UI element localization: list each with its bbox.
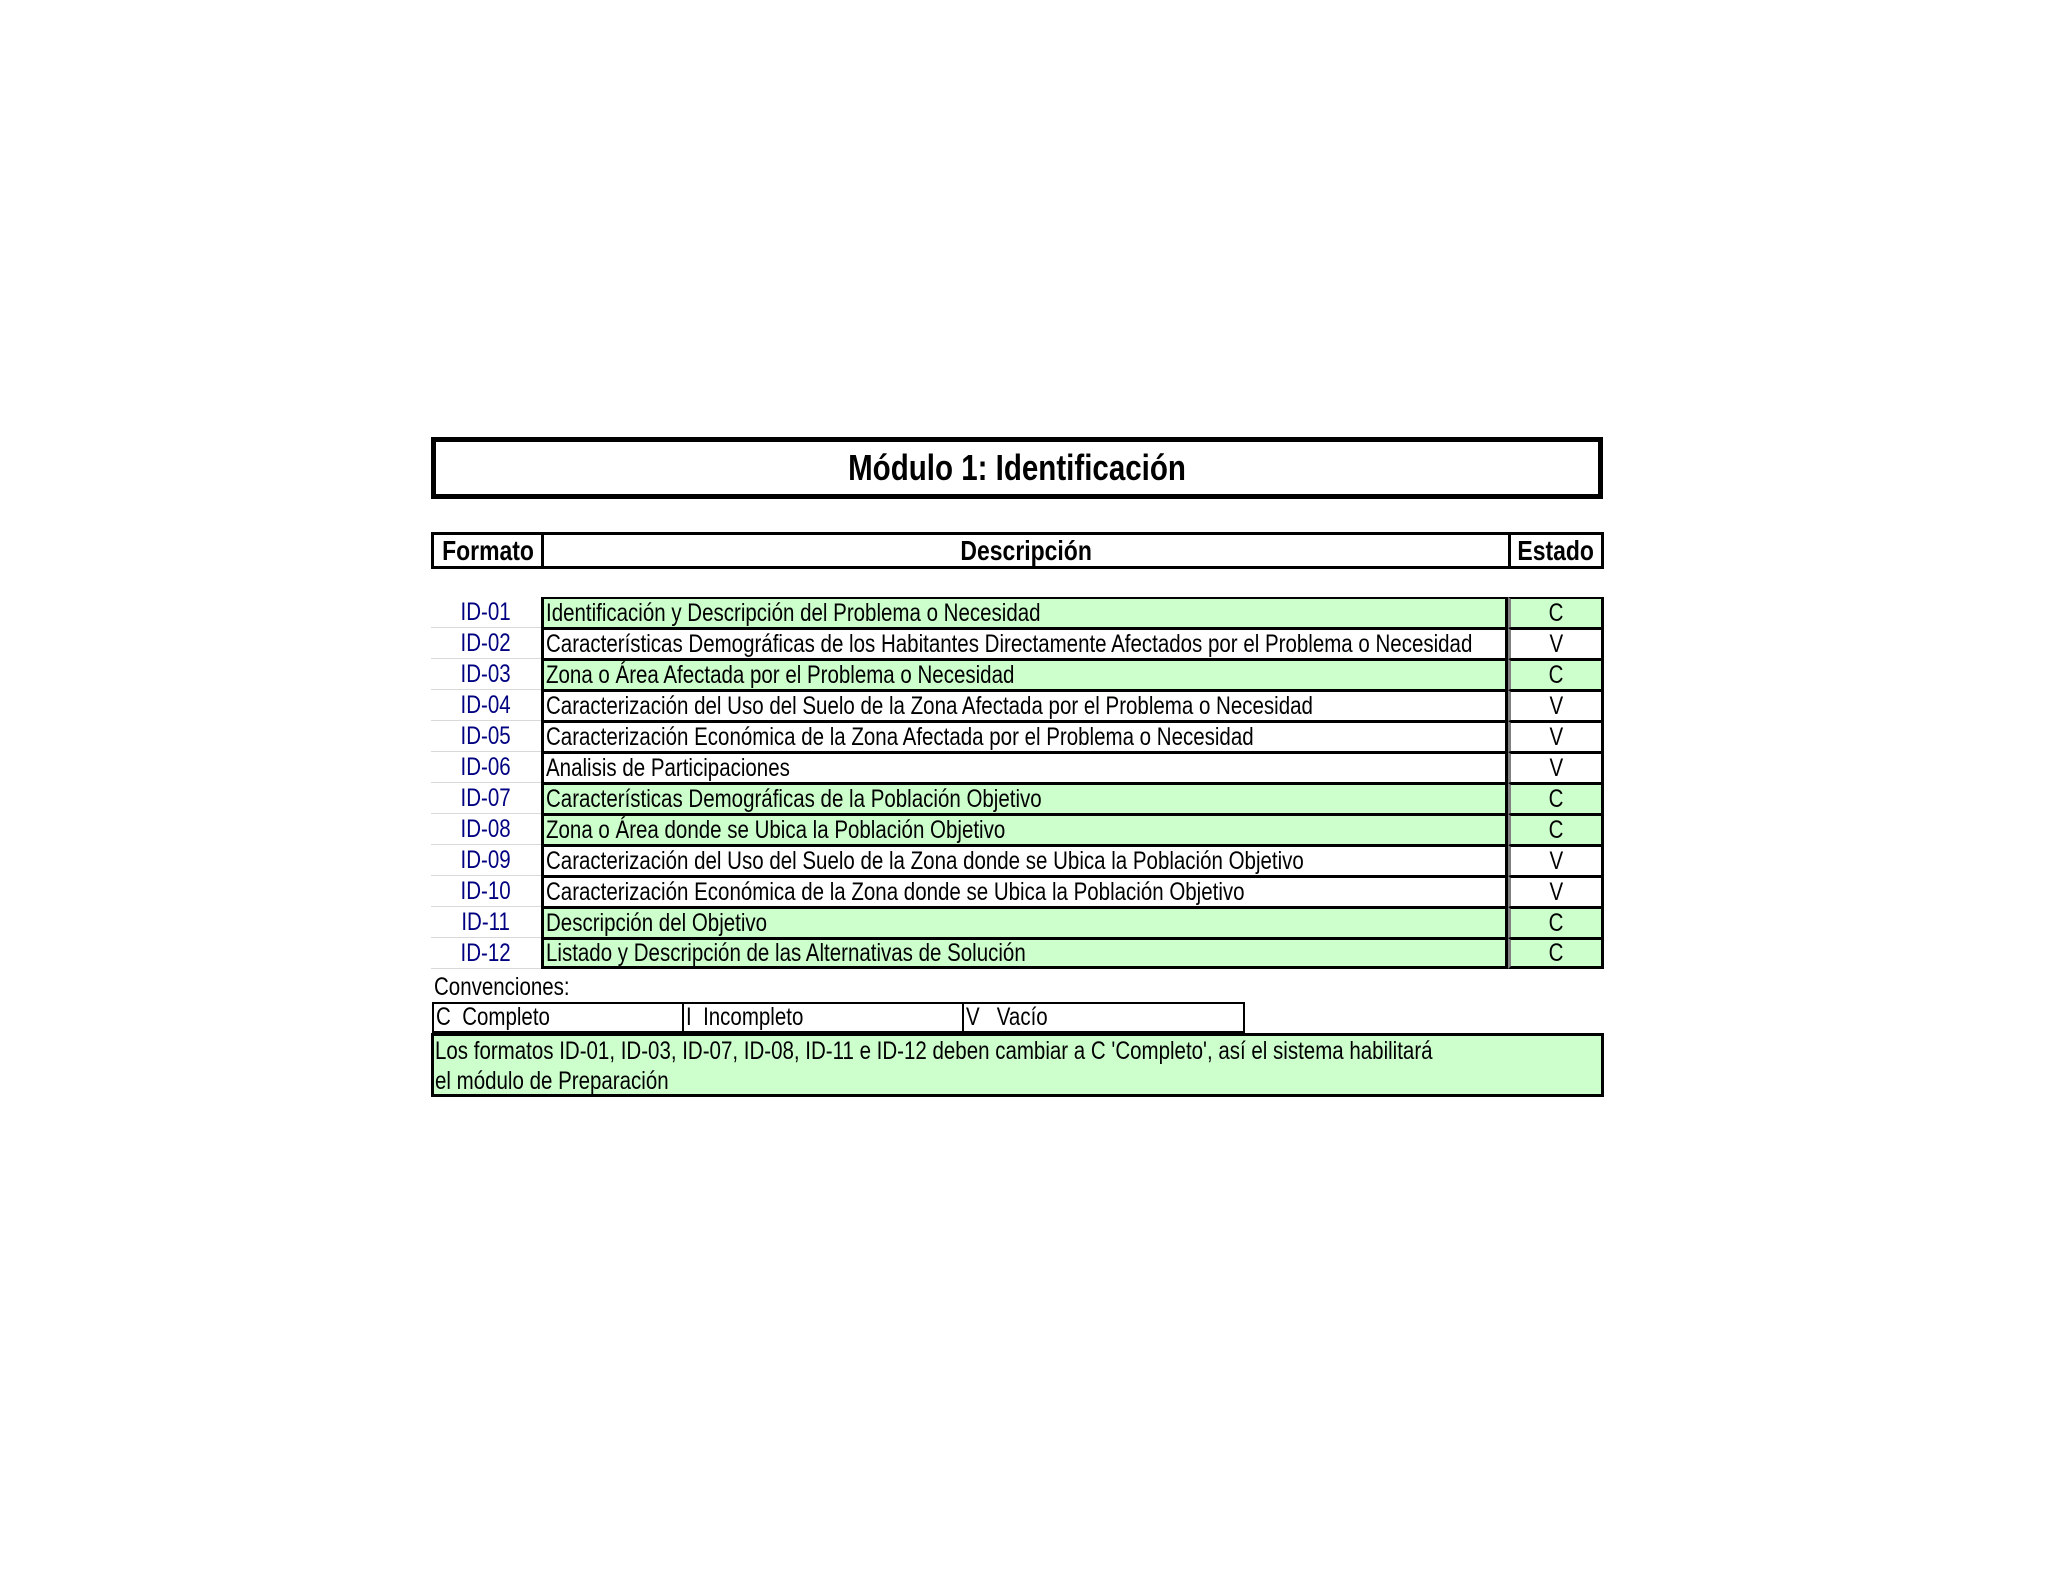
- format-link[interactable]: ID-08: [460, 814, 512, 843]
- table-row: [431, 845, 1604, 876]
- description-cell: [541, 876, 1508, 907]
- table-row: [431, 752, 1604, 783]
- description-cell: [541, 721, 1508, 752]
- status-value: V: [1549, 691, 1563, 720]
- note-line-2: el módulo de Preparación: [435, 1067, 669, 1095]
- status-cell: [1508, 752, 1604, 783]
- description-text: Analisis de Participaciones: [546, 753, 790, 782]
- description-text: Caracterización Económica de la Zona Afectada por el Problema o Necesidad: [546, 722, 1254, 751]
- table-row: [431, 721, 1604, 752]
- description-cell: [541, 752, 1508, 783]
- format-link[interactable]: ID-10: [460, 876, 512, 905]
- status-cell: [1508, 783, 1604, 814]
- table-row: [431, 597, 1604, 628]
- convention-completo: C Completo: [432, 1002, 684, 1033]
- status-value: V: [1549, 629, 1563, 658]
- module-title-box: [431, 437, 1603, 499]
- description-text: Características Demográficas de los Habitantes Directamente Afectados por el Problema o Necesidad: [546, 629, 1473, 658]
- status-value: C: [1548, 784, 1564, 813]
- format-link[interactable]: ID-12: [460, 938, 512, 967]
- format-link[interactable]: ID-02: [460, 628, 512, 657]
- status-cell: [1508, 845, 1604, 876]
- table-row: [431, 876, 1604, 907]
- header-formato: [431, 532, 544, 569]
- description-text: Identificación y Descripción del Problema o Necesidad: [546, 598, 1041, 627]
- format-link[interactable]: ID-01: [460, 597, 512, 626]
- format-cell: [431, 814, 541, 845]
- status-cell: [1508, 659, 1604, 690]
- description-text: Caracterización del Uso del Suelo de la Zona Afectada por el Problema o Necesidad: [546, 691, 1313, 720]
- header-estado-label: Estado: [1517, 534, 1595, 566]
- format-link[interactable]: ID-07: [460, 783, 512, 812]
- status-value: C: [1548, 938, 1564, 967]
- description-cell: [541, 845, 1508, 876]
- status-cell: [1508, 597, 1604, 628]
- table-row: [431, 938, 1604, 969]
- description-text: Zona o Área Afectada por el Problema o Necesidad: [546, 660, 1015, 689]
- status-value: C: [1548, 908, 1564, 937]
- format-cell: [431, 690, 541, 721]
- description-text: Características Demográficas de la Población Objetivo: [546, 784, 1042, 813]
- table-row: [431, 690, 1604, 721]
- status-value: C: [1548, 660, 1564, 689]
- description-cell: [541, 659, 1508, 690]
- conventions-label: Convenciones:: [434, 973, 570, 1001]
- status-value: V: [1549, 722, 1563, 751]
- description-cell: [541, 907, 1508, 938]
- header-descripcion: [541, 532, 1511, 569]
- format-cell: [431, 659, 541, 690]
- status-cell: [1508, 690, 1604, 721]
- status-value: C: [1548, 598, 1564, 627]
- description-text: Caracterización del Uso del Suelo de la Zona donde se Ubica la Población Objetivo: [546, 846, 1304, 875]
- status-cell: [1508, 938, 1604, 969]
- convention-incompleto: I Incompleto: [682, 1002, 964, 1033]
- status-value: V: [1549, 877, 1563, 906]
- description-cell: [541, 938, 1508, 969]
- module-title: Módulo 1: Identificación: [848, 447, 1186, 488]
- format-link[interactable]: ID-03: [460, 659, 512, 688]
- status-value: V: [1549, 846, 1563, 875]
- format-cell: [431, 876, 541, 907]
- format-link[interactable]: ID-09: [460, 845, 512, 874]
- format-link[interactable]: ID-06: [460, 752, 512, 781]
- format-link[interactable]: ID-11: [461, 907, 511, 936]
- format-cell: [431, 907, 541, 938]
- description-text: Zona o Área donde se Ubica la Población Objetivo: [546, 815, 1006, 844]
- description-cell: [541, 814, 1508, 845]
- format-cell: [431, 597, 541, 628]
- description-text: Caracterización Económica de la Zona donde se Ubica la Población Objetivo: [546, 877, 1245, 906]
- description-text: Listado y Descripción de las Alternativas de Solución: [546, 938, 1026, 967]
- status-cell: [1508, 721, 1604, 752]
- status-cell: [1508, 876, 1604, 907]
- note-line-1: Los formatos ID-01, ID-03, ID-07, ID-08, ID-11 e ID-12 deben cambiar a C 'Completo', así el sistema habilitará: [435, 1037, 1433, 1065]
- format-cell: [431, 628, 541, 659]
- table-row: [431, 628, 1604, 659]
- status-cell: [1508, 814, 1604, 845]
- table-row: [431, 814, 1604, 845]
- description-cell: [541, 597, 1508, 628]
- status-value: V: [1549, 753, 1563, 782]
- header-formato-label: Formato: [441, 534, 534, 566]
- header-estado: [1508, 532, 1604, 569]
- format-cell: [431, 845, 541, 876]
- status-value: C: [1548, 815, 1564, 844]
- description-cell: [541, 783, 1508, 814]
- format-cell: [431, 783, 541, 814]
- table-row: [431, 907, 1604, 938]
- completion-note: [431, 1033, 1604, 1097]
- description-cell: [541, 690, 1508, 721]
- format-link[interactable]: ID-05: [460, 721, 512, 750]
- format-cell: [431, 721, 541, 752]
- description-cell: [541, 628, 1508, 659]
- format-table: [431, 597, 1604, 969]
- header-descripcion-label: Descripción: [960, 534, 1092, 566]
- table-row: [431, 659, 1604, 690]
- convention-vacio: V Vacío: [962, 1002, 1245, 1033]
- table-row: [431, 783, 1604, 814]
- format-cell: [431, 752, 541, 783]
- status-cell: [1508, 907, 1604, 938]
- description-text: Descripción del Objetivo: [546, 908, 768, 937]
- status-cell: [1508, 628, 1604, 659]
- format-cell: [431, 938, 541, 969]
- format-link[interactable]: ID-04: [460, 690, 512, 719]
